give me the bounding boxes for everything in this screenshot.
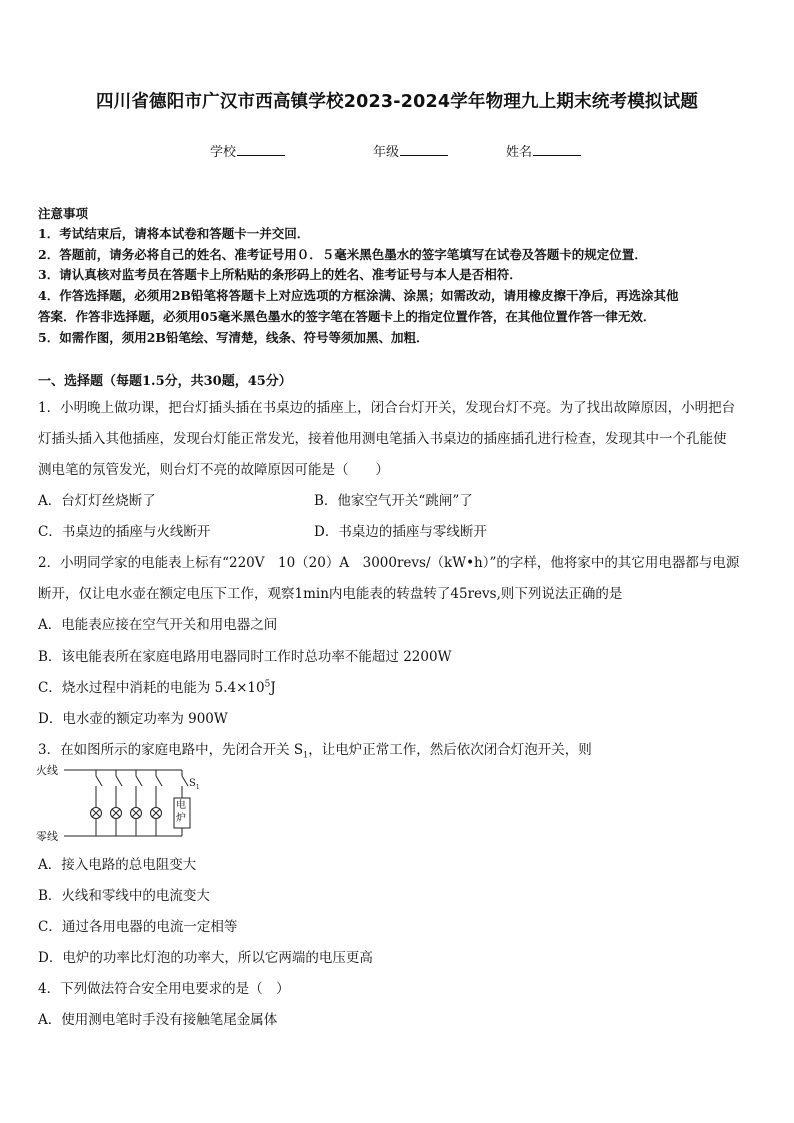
switch-s1-label: $S_1$ — [189, 778, 200, 791]
q3-stem-text: 3．在如图所示的家庭电路中，先闭合开关 S — [38, 742, 304, 758]
q3-option-b: B．火线和零线中的电流变大 — [38, 888, 210, 904]
page-title: 四川省德阳市广汉市西高镇学校2023-2024学年物理九上期末统考模拟试题 — [95, 92, 699, 112]
notice-item: 5．如需作图，须用2B铅笔绘、写清楚，线条、符号等须加黑、加粗． — [38, 330, 429, 345]
section-heading: 一、选择题（每题1.5分，共30题，45分） — [38, 374, 292, 389]
notice-item: 3．请认真核对监考员在答题卡上所粘贴的条形码上的姓名、准考证号与本人是否相符． — [38, 267, 522, 282]
grade-blank[interactable] — [400, 143, 448, 156]
name-field[interactable] — [506, 141, 581, 160]
notice-item: 2．答题前，请务必将自己的姓名、准考证号用０．５毫米黑色墨水的签字笔填写在试卷及答题卡的规定位置． — [38, 247, 647, 262]
bulb-branch-2 — [111, 770, 123, 836]
q1-stem-line: 1．小明晚上做功课，把台灯插头插在书桌边的插座上，闭合台灯开关，发现台灯不亮。为了找出故障原因，小明把台 — [38, 400, 736, 416]
q2-option-c-exponent: 5 — [264, 679, 271, 690]
live-wire-label: 火线 — [36, 764, 58, 777]
school-label: 学校 — [210, 145, 237, 160]
notice-item: 1．考试结束后，请将本试卷和答题卡一并交回． — [38, 226, 310, 241]
q1-option-c: C．书桌边的插座与火线断开 — [38, 524, 211, 540]
name-blank[interactable] — [533, 143, 581, 156]
q1-option-d: D．书桌边的插座与零线断开 — [314, 524, 487, 540]
q2-option-c — [38, 676, 276, 696]
bulb-branch-1 — [91, 770, 103, 836]
bulb-branch-4 — [151, 770, 163, 836]
q2-option-a: A．电能表应接在空气开关和用电器之间 — [38, 617, 278, 633]
heater-label-2: 炉 — [176, 813, 186, 824]
school-blank[interactable] — [237, 143, 285, 156]
bulb-branch-3 — [131, 770, 143, 836]
q3-option-d: D．电炉的功率比灯泡的功率大，所以它两端的电压更高 — [38, 950, 373, 966]
notice-item: 答案．作答非选择题，必须用05毫米黑色墨水的签字笔在答题卡上的指定位置作答，在其他位置作答一律无效． — [38, 309, 656, 324]
q2-stem-line: 断开，仅让电水壶在额定电压下工作，观察1min内电能表的转盘转了45revs,则下列说法正确的是 — [38, 586, 623, 602]
q3-option-a: A．接入电路的总电阻变大 — [38, 857, 197, 873]
notice-heading: 注意事项 — [38, 206, 89, 221]
grade-label: 年级 — [373, 145, 400, 160]
heater-label-1: 电 — [176, 800, 186, 811]
q3-option-c: C．通过各用电器的电流一定相等 — [38, 919, 238, 935]
q3-stem — [38, 738, 592, 760]
q2-option-c-unit: J — [270, 680, 276, 696]
q2-option-d: D．电水壶的额定功率为 900W — [38, 711, 228, 727]
circuit-diagram — [36, 762, 206, 846]
q4-stem: 4．下列做法符合安全用电要求的是（ ） — [38, 981, 290, 997]
q1-option-a: A．台灯灯丝烧断了 — [38, 493, 156, 509]
q2-option-c-text: C．烧水过程中消耗的电能为 5.4×10 — [38, 680, 265, 696]
q3-stem-text-end: ，让电炉正常工作，然后依次闭合灯泡开关，则 — [308, 742, 592, 758]
school-field[interactable] — [210, 141, 285, 160]
neutral-wire-label: 零线 — [36, 830, 58, 843]
q2-stem-line: 2．小明同学家的电能表上标有“220V 10（20）A 3000revs/（kW•h）”的字样，他将家中的其它用电器都与电源 — [38, 555, 740, 571]
q1-stem-line: 灯插头插入其他插座，发现台灯能正常发光，接着他用测电笔插入书桌边的插座插孔进行检查，发现其中一个孔能使 — [38, 431, 727, 447]
q1-stem-line: 测电笔的氖管发光，则台灯不亮的故障原因可能是（ ） — [38, 462, 389, 478]
notice-item: 4．作答选择题，必须用2B铅笔将答题卡上对应选项的方框涂满、涂黑；如需改动，请用橡皮擦干净后，再选涂其他 — [38, 288, 679, 303]
q4-option-a: A．使用测电笔时手没有接触笔尾金属体 — [38, 1012, 278, 1028]
q1-option-b: B．他家空气开关“跳闸”了 — [314, 493, 473, 509]
q2-option-b: B．该电能表所在家庭电路用电器同时工作时总功率不能超过 2200W — [38, 649, 452, 665]
name-label: 姓名 — [506, 145, 533, 160]
q3-stem-subscript: 1 — [303, 750, 309, 760]
grade-field[interactable] — [373, 141, 448, 160]
